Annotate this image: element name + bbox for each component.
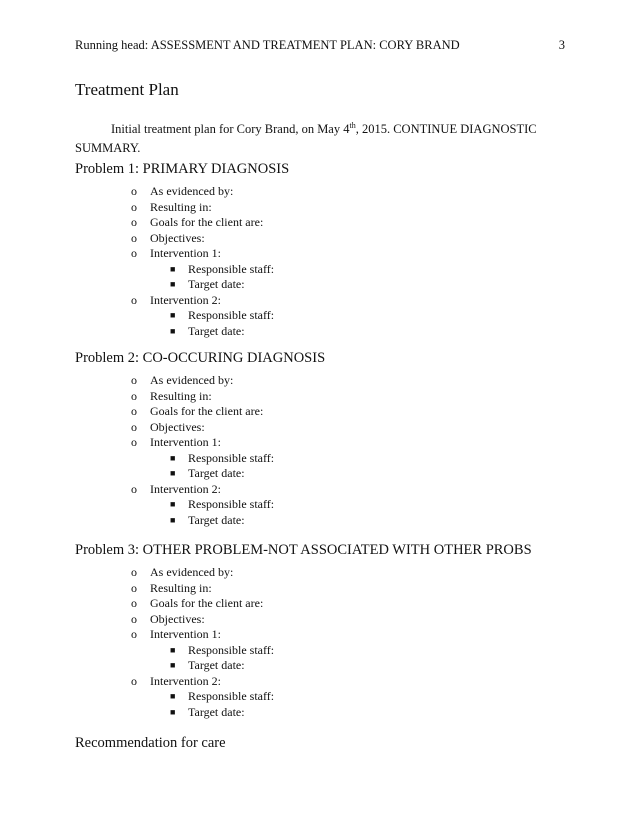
list-item-text: Goals for the client are:: [150, 596, 264, 610]
list-item: [75, 184, 575, 200]
circle-bullet-icon: o: [131, 481, 137, 496]
square-bullet-icon: ■: [170, 310, 176, 320]
list-item-text: Intervention 2:: [150, 673, 221, 688]
square-bullet-icon: ■: [170, 514, 176, 525]
circle-bullet-icon: o: [131, 215, 137, 229]
page-number: 3: [558, 38, 565, 52]
circle-bullet-icon: o: [131, 596, 137, 610]
list-item-text: Intervention 2:: [150, 292, 221, 307]
circle-bullet-icon: o: [131, 404, 137, 418]
square-bullet-icon: ■: [170, 660, 176, 670]
list-item-text: Objectives:: [150, 611, 205, 626]
problem-2-heading: Problem 2: CO-OCCURING DIAGNOSIS: [75, 350, 326, 366]
problem-3-section: [75, 541, 575, 720]
square-bullet-icon: ■: [170, 499, 176, 509]
square-bullet-icon: ■: [170, 452, 176, 463]
circle-bullet-icon: o: [131, 373, 137, 387]
circle-bullet-icon: o: [131, 246, 137, 260]
problem-1-section: [75, 160, 575, 339]
circle-bullet-icon: o: [131, 611, 137, 626]
list-item-text: Resulting in:: [150, 580, 212, 595]
sub-list-item-text: Responsible staff:: [188, 642, 275, 657]
square-bullet-icon: ■: [170, 691, 176, 701]
list-item-text: Objectives:: [150, 419, 205, 434]
sub-list-item: [75, 658, 575, 674]
sub-list-item: [75, 513, 575, 529]
circle-bullet-icon: o: [131, 673, 137, 688]
square-bullet-icon: ■: [170, 325, 176, 336]
list-item: [75, 404, 575, 420]
circle-bullet-icon: o: [131, 388, 137, 403]
list-item: [75, 612, 575, 628]
running-head: [75, 37, 565, 53]
list-item-text: Intervention 1:: [150, 435, 221, 449]
recommendation-heading: Recommendation for care: [75, 735, 226, 751]
sub-list-item: [75, 689, 575, 705]
sub-list-item-text: Responsible staff:: [188, 497, 275, 511]
sub-list-item: [75, 643, 575, 659]
list-item: [75, 231, 575, 247]
list-item-text: Goals for the client are:: [150, 404, 264, 418]
list-item: [75, 420, 575, 436]
list-item: [75, 435, 575, 451]
sub-list-item-text: Target date:: [188, 704, 245, 719]
list-item-text: As evidenced by:: [150, 184, 234, 198]
list-item: [75, 246, 575, 262]
circle-bullet-icon: o: [131, 565, 137, 579]
sub-list-item: [75, 466, 575, 482]
circle-bullet-icon: o: [131, 184, 137, 198]
list-item-text: As evidenced by:: [150, 373, 234, 387]
square-bullet-icon: ■: [170, 279, 176, 289]
circle-bullet-icon: o: [131, 292, 137, 307]
list-item-text: Goals for the client are:: [150, 215, 264, 229]
list-item-text: Intervention 1:: [150, 627, 221, 641]
problem-2-section: [75, 349, 575, 528]
list-item: [75, 674, 575, 690]
circle-bullet-icon: o: [131, 435, 137, 449]
sub-list-item-text: Responsible staff:: [188, 450, 275, 465]
sub-list-item-text: Target date:: [188, 512, 245, 527]
list-item: [75, 215, 575, 231]
list-item-text: Resulting in:: [150, 199, 212, 214]
square-bullet-icon: ■: [170, 468, 176, 478]
list-item: [75, 565, 575, 581]
list-item: [75, 293, 575, 309]
problem-1-heading: Problem 1: PRIMARY DIAGNOSIS: [75, 161, 290, 177]
sub-list-item: [75, 451, 575, 467]
intro-paragraph: [75, 120, 565, 158]
square-bullet-icon: ■: [170, 706, 176, 717]
list-item-text: As evidenced by:: [150, 565, 234, 579]
square-bullet-icon: ■: [170, 644, 176, 655]
sub-list-item-text: Target date:: [188, 323, 245, 338]
sub-list-item: [75, 497, 575, 513]
square-bullet-icon: ■: [170, 263, 176, 274]
running-head-text: Running head: ASSESSMENT AND TREATMENT PLAN: CORY BRAND: [75, 38, 460, 52]
problem-3-heading: Problem 3: OTHER PROBLEM-NOT ASSOCIATED WITH OTHER PROBS: [75, 542, 532, 558]
problem-2-list: [75, 373, 575, 528]
list-item-text: Objectives:: [150, 230, 205, 245]
circle-bullet-icon: o: [131, 199, 137, 214]
intro-superscript: th: [349, 120, 356, 130]
list-item: [75, 581, 575, 597]
sub-list-item: [75, 277, 575, 293]
intro-text-1: Initial treatment plan for Cory Brand, on May 4: [111, 122, 350, 136]
intro-text-2: , 2015. CONTINUE DIAGNOSTIC SUMMARY.: [75, 122, 537, 155]
sub-list-item: [75, 262, 575, 278]
list-item: [75, 389, 575, 405]
sub-list-item-text: Responsible staff:: [188, 308, 275, 322]
sub-list-item-text: Target date:: [188, 466, 245, 480]
list-item: [75, 373, 575, 389]
sub-list-item: [75, 308, 575, 324]
circle-bullet-icon: o: [131, 230, 137, 245]
list-item: [75, 200, 575, 216]
circle-bullet-icon: o: [131, 627, 137, 641]
list-item: [75, 482, 575, 498]
list-item-text: Resulting in:: [150, 388, 212, 403]
list-item: [75, 627, 575, 643]
problem-3-list: [75, 565, 575, 720]
problem-1-list: [75, 184, 575, 339]
circle-bullet-icon: o: [131, 419, 137, 434]
sub-list-item-text: Responsible staff:: [188, 261, 275, 276]
sub-list-item: [75, 705, 575, 721]
list-item: [75, 596, 575, 612]
list-item-text: Intervention 1:: [150, 246, 221, 260]
list-item-text: Intervention 2:: [150, 481, 221, 496]
sub-list-item-text: Target date:: [188, 658, 245, 672]
sub-list-item-text: Responsible staff:: [188, 689, 275, 703]
sub-list-item-text: Target date:: [188, 277, 245, 291]
page-title: Treatment Plan: [75, 80, 179, 99]
circle-bullet-icon: o: [131, 580, 137, 595]
sub-list-item: [75, 324, 575, 340]
